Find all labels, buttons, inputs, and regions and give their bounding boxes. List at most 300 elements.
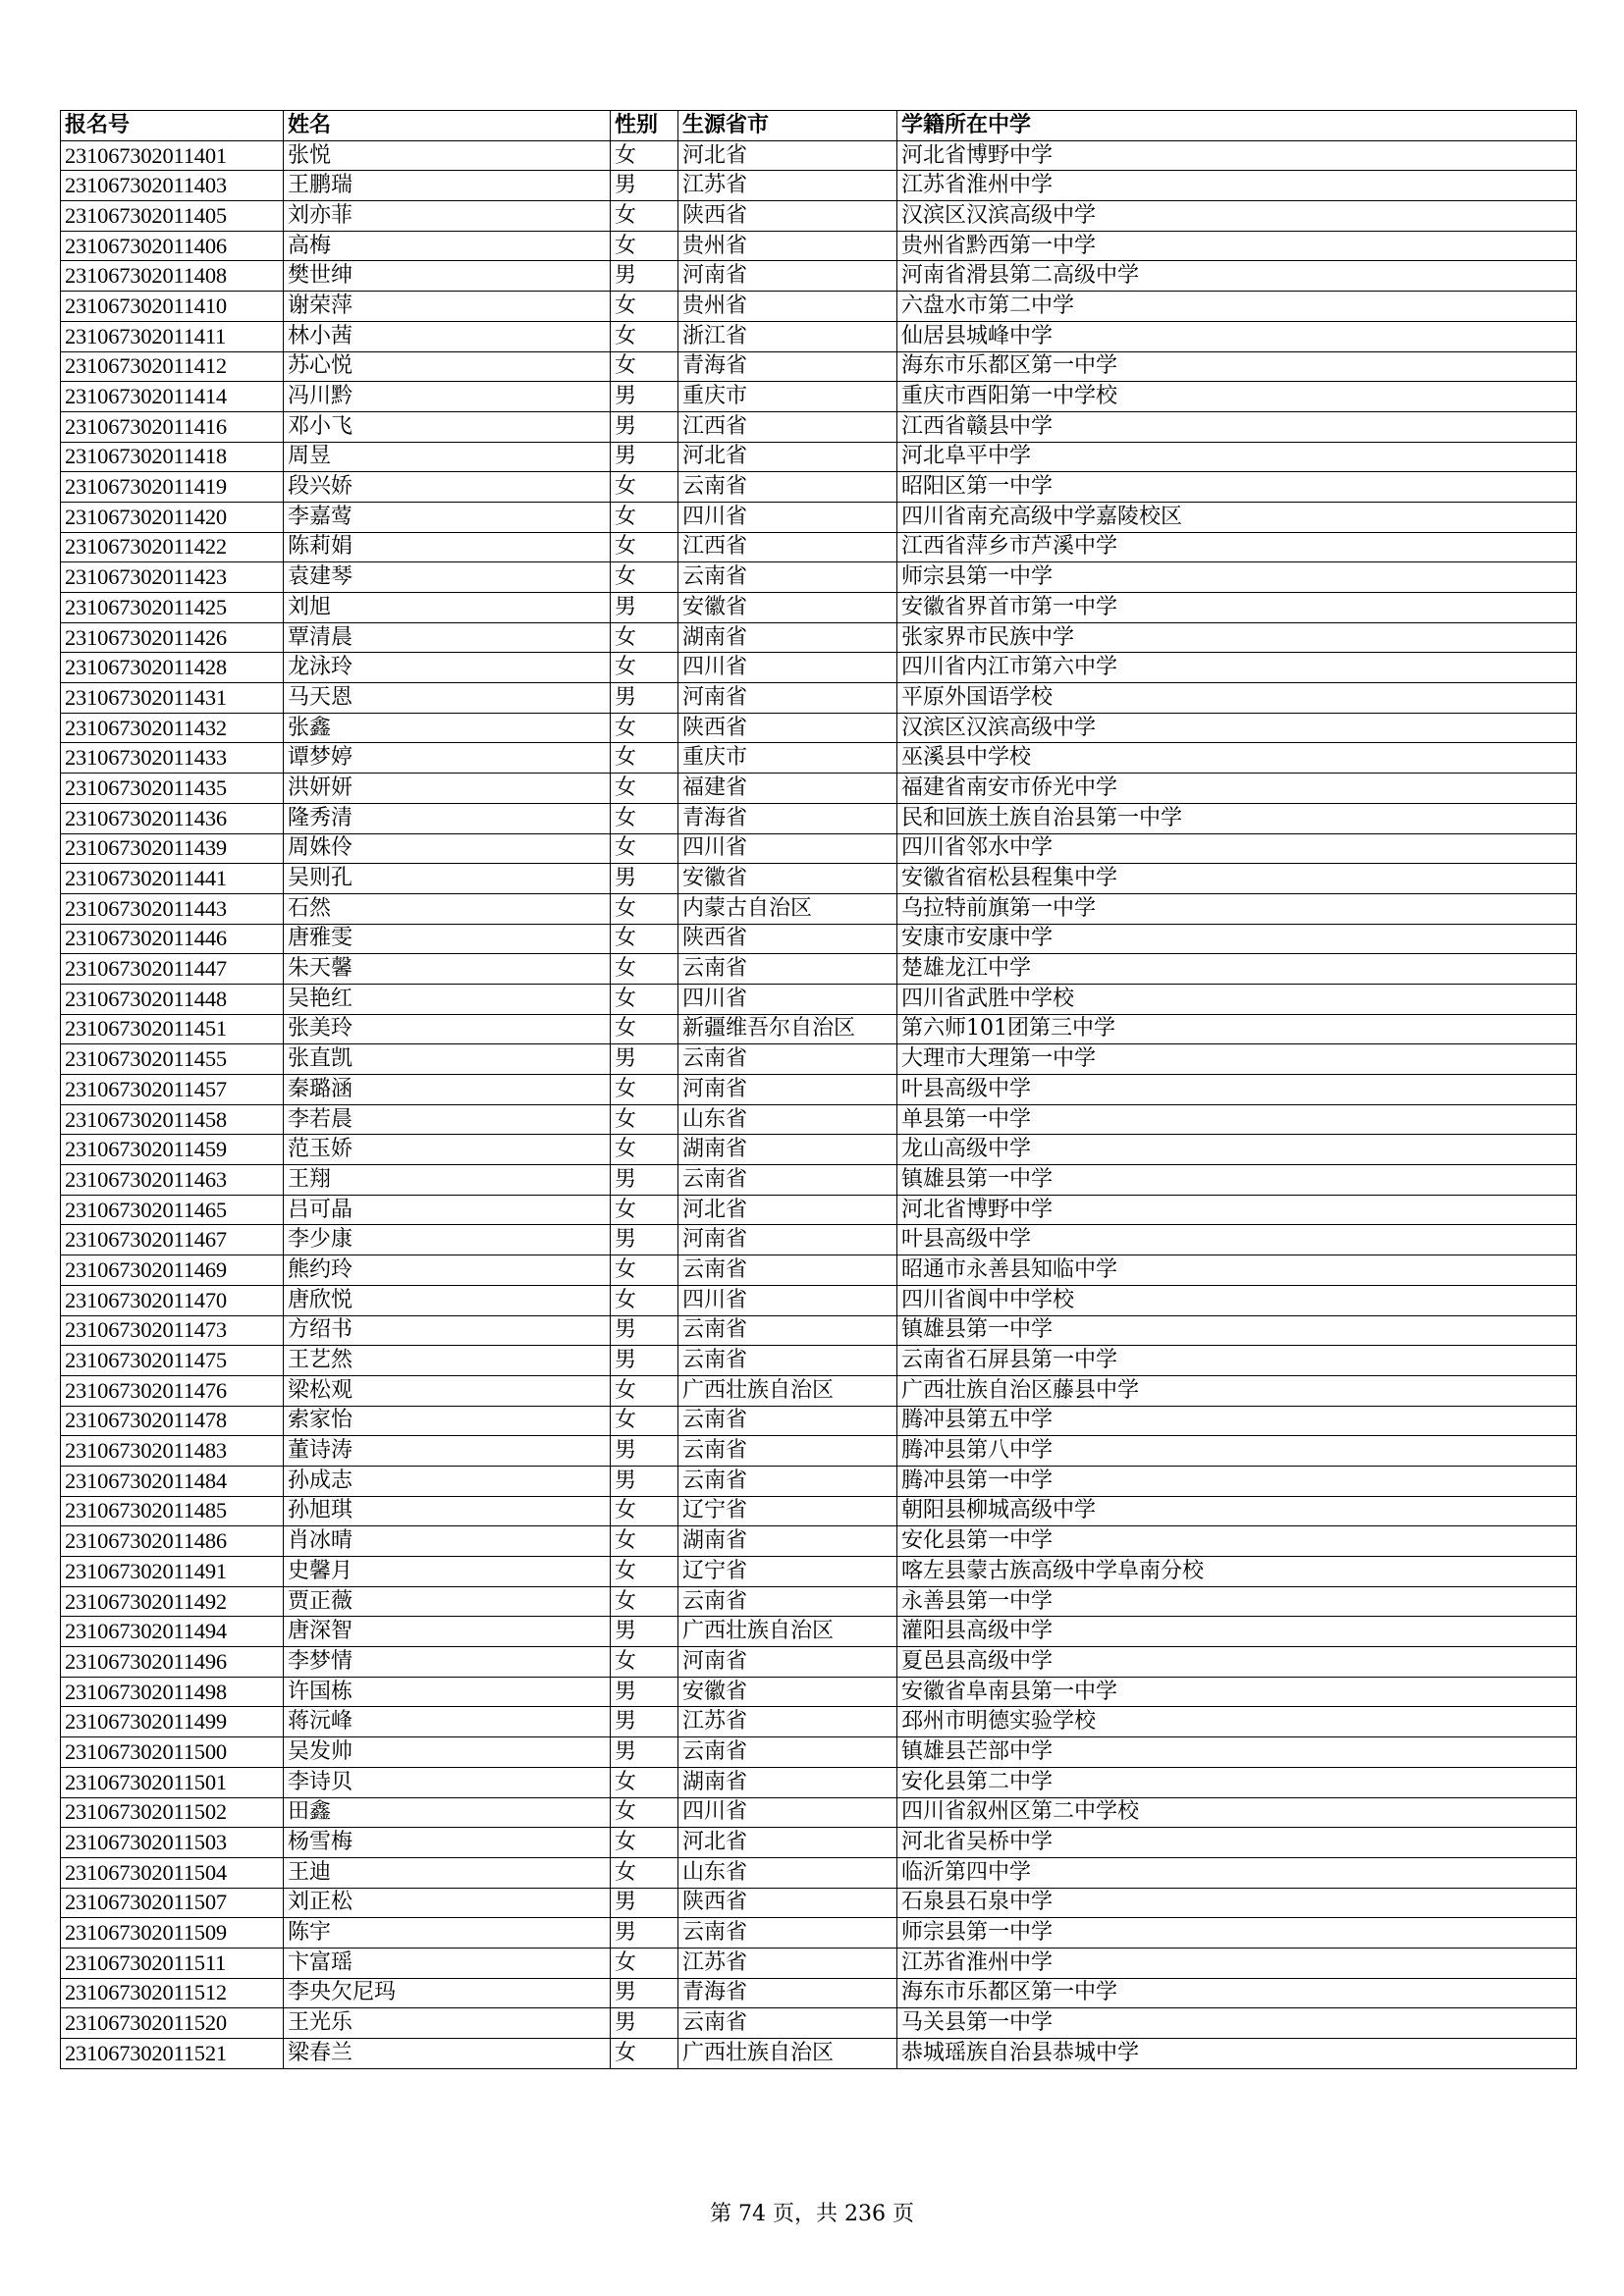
school-cell: 师宗县第一中学	[897, 1918, 1577, 1949]
gender-cell: 男	[611, 1466, 678, 1496]
table-row	[61, 562, 1577, 593]
name-cell: 吕可晶	[284, 1195, 611, 1225]
header-name: 姓名	[284, 111, 611, 141]
name-cell: 贾正薇	[284, 1586, 611, 1617]
school-cell: 六盘水市第二中学	[897, 292, 1577, 322]
school-cell: 腾冲县第八中学	[897, 1436, 1577, 1467]
registration-number-cell: 231067302011403	[61, 171, 284, 201]
school-cell: 江西省萍乡市芦溪中学	[897, 532, 1577, 562]
name-cell: 张直凯	[284, 1044, 611, 1075]
name-cell: 段兴娇	[284, 472, 611, 503]
gender-cell: 女	[611, 292, 678, 322]
registration-number-cell: 231067302011521	[61, 2039, 284, 2069]
gender-cell: 女	[611, 1526, 678, 1557]
province-cell: 江苏省	[678, 1948, 897, 1978]
province-cell: 云南省	[678, 1436, 897, 1467]
registration-number-cell: 231067302011509	[61, 1918, 284, 1949]
school-cell: 民和回族土族自治县第一中学	[897, 803, 1577, 833]
school-cell: 河北省博野中学	[897, 140, 1577, 171]
name-cell: 石然	[284, 893, 611, 924]
school-cell: 恭城瑶族自治县恭城中学	[897, 2039, 1577, 2069]
province-cell: 湖南省	[678, 622, 897, 653]
registration-number-cell: 231067302011405	[61, 201, 284, 232]
province-cell: 四川省	[678, 1285, 897, 1315]
school-cell: 邳州市明德实验学校	[897, 1707, 1577, 1737]
gender-cell: 女	[611, 140, 678, 171]
gender-cell: 女	[611, 954, 678, 985]
registration-number-cell: 231067302011412	[61, 351, 284, 382]
province-cell: 云南省	[678, 1737, 897, 1768]
registration-number-cell: 231067302011465	[61, 1195, 284, 1225]
gender-cell: 男	[611, 683, 678, 714]
table-row	[61, 833, 1577, 864]
gender-cell: 男	[611, 1044, 678, 1075]
gender-cell: 女	[611, 1948, 678, 1978]
registration-number-cell: 231067302011467	[61, 1225, 284, 1255]
name-cell: 刘正松	[284, 1888, 611, 1918]
province-cell: 河北省	[678, 1195, 897, 1225]
province-cell: 河南省	[678, 1225, 897, 1255]
registration-number-cell: 231067302011486	[61, 1526, 284, 1557]
table-row	[61, 683, 1577, 714]
name-cell: 李少康	[284, 1225, 611, 1255]
table-row	[61, 1496, 1577, 1526]
school-cell: 汉滨区汉滨高级中学	[897, 201, 1577, 232]
gender-cell: 女	[611, 2039, 678, 2069]
province-cell: 云南省	[678, 1586, 897, 1617]
gender-cell: 男	[611, 442, 678, 472]
table-row	[61, 1315, 1577, 1346]
gender-cell: 女	[611, 1135, 678, 1165]
registration-number-cell: 231067302011436	[61, 803, 284, 833]
registration-number-cell: 231067302011425	[61, 593, 284, 623]
registration-number-cell: 231067302011476	[61, 1375, 284, 1406]
school-cell: 镇雄县第一中学	[897, 1315, 1577, 1346]
name-cell: 孙旭琪	[284, 1496, 611, 1526]
school-cell: 单县第一中学	[897, 1104, 1577, 1135]
name-cell: 洪妍妍	[284, 774, 611, 804]
table-row	[61, 1828, 1577, 1858]
gender-cell: 女	[611, 1255, 678, 1286]
registration-number-cell: 231067302011451	[61, 1014, 284, 1044]
province-cell: 陕西省	[678, 1888, 897, 1918]
province-cell: 云南省	[678, 562, 897, 593]
header-registration-number: 报名号	[61, 111, 284, 141]
registration-number-cell: 231067302011499	[61, 1707, 284, 1737]
school-cell: 贵州省黔西第一中学	[897, 231, 1577, 261]
school-cell: 镇雄县芒部中学	[897, 1737, 1577, 1768]
registration-number-cell: 231067302011439	[61, 833, 284, 864]
province-cell: 四川省	[678, 984, 897, 1014]
school-cell: 汉滨区汉滨高级中学	[897, 713, 1577, 743]
school-cell: 昭阳区第一中学	[897, 472, 1577, 503]
school-cell: 安徽省界首市第一中学	[897, 593, 1577, 623]
gender-cell: 男	[611, 593, 678, 623]
table-row	[61, 1346, 1577, 1376]
school-cell: 安康市安康中学	[897, 924, 1577, 954]
registration-number-cell: 231067302011458	[61, 1104, 284, 1135]
school-cell: 仙居县城峰中学	[897, 321, 1577, 351]
table-row	[61, 1797, 1577, 1828]
province-cell: 内蒙古自治区	[678, 893, 897, 924]
name-cell: 田鑫	[284, 1797, 611, 1828]
registration-number-cell: 231067302011492	[61, 1586, 284, 1617]
school-cell: 江西省赣县中学	[897, 411, 1577, 442]
gender-cell: 女	[611, 713, 678, 743]
province-cell: 广西壮族自治区	[678, 1617, 897, 1647]
name-cell: 唐深智	[284, 1617, 611, 1647]
name-cell: 李诗贝	[284, 1767, 611, 1797]
school-cell: 四川省阆中中学校	[897, 1285, 1577, 1315]
school-cell: 楚雄龙江中学	[897, 954, 1577, 985]
gender-cell: 女	[611, 1797, 678, 1828]
table-row	[61, 201, 1577, 232]
table-row	[61, 1014, 1577, 1044]
province-cell: 河南省	[678, 261, 897, 292]
table-row	[61, 1948, 1577, 1978]
registration-number-cell: 231067302011483	[61, 1436, 284, 1467]
school-cell: 海东市乐都区第一中学	[897, 351, 1577, 382]
gender-cell: 男	[611, 1737, 678, 1768]
province-cell: 新疆维吾尔自治区	[678, 1014, 897, 1044]
registration-number-cell: 231067302011485	[61, 1496, 284, 1526]
name-cell: 董诗涛	[284, 1436, 611, 1467]
gender-cell: 女	[611, 1857, 678, 1888]
gender-cell: 男	[611, 1888, 678, 1918]
registration-number-cell: 231067302011411	[61, 321, 284, 351]
table-row	[61, 1857, 1577, 1888]
school-cell: 平原外国语学校	[897, 683, 1577, 714]
gender-cell: 女	[611, 833, 678, 864]
province-cell: 云南省	[678, 1165, 897, 1196]
province-cell: 陕西省	[678, 713, 897, 743]
school-cell: 海东市乐都区第一中学	[897, 1978, 1577, 2008]
gender-cell: 女	[611, 562, 678, 593]
registration-number-cell: 231067302011469	[61, 1255, 284, 1286]
province-cell: 云南省	[678, 1044, 897, 1075]
table-row	[61, 1767, 1577, 1797]
name-cell: 张悦	[284, 140, 611, 171]
gender-cell: 男	[611, 1165, 678, 1196]
registration-number-cell: 231067302011507	[61, 1888, 284, 1918]
name-cell: 王鹏瑞	[284, 171, 611, 201]
name-cell: 隆秀清	[284, 803, 611, 833]
school-cell: 安徽省阜南县第一中学	[897, 1677, 1577, 1707]
school-cell: 安徽省宿松县程集中学	[897, 864, 1577, 894]
name-cell: 吴则孔	[284, 864, 611, 894]
school-cell: 河北省博野中学	[897, 1195, 1577, 1225]
school-cell: 河北阜平中学	[897, 442, 1577, 472]
province-cell: 云南省	[678, 1466, 897, 1496]
gender-cell: 女	[611, 321, 678, 351]
school-cell: 四川省邻水中学	[897, 833, 1577, 864]
gender-cell: 女	[611, 622, 678, 653]
table-row	[61, 532, 1577, 562]
gender-cell: 女	[611, 803, 678, 833]
admission-table	[60, 110, 1577, 2069]
name-cell: 杨雪梅	[284, 1828, 611, 1858]
table-row	[61, 231, 1577, 261]
school-cell: 安化县第一中学	[897, 1526, 1577, 1557]
registration-number-cell: 231067302011431	[61, 683, 284, 714]
registration-number-cell: 231067302011447	[61, 954, 284, 985]
name-cell: 许国栋	[284, 1677, 611, 1707]
province-cell: 山东省	[678, 1104, 897, 1135]
registration-number-cell: 231067302011420	[61, 502, 284, 532]
gender-cell: 女	[611, 1586, 678, 1617]
name-cell: 王翔	[284, 1165, 611, 1196]
name-cell: 张美玲	[284, 1014, 611, 1044]
school-cell: 江苏省淮州中学	[897, 171, 1577, 201]
school-cell: 大理市大理第一中学	[897, 1044, 1577, 1075]
name-cell: 吴发帅	[284, 1737, 611, 1768]
table-row	[61, 774, 1577, 804]
gender-cell: 男	[611, 864, 678, 894]
registration-number-cell: 231067302011470	[61, 1285, 284, 1315]
table-row	[61, 713, 1577, 743]
table-row	[61, 893, 1577, 924]
province-cell: 云南省	[678, 954, 897, 985]
table-row	[61, 984, 1577, 1014]
gender-cell: 女	[611, 1406, 678, 1436]
name-cell: 邓小飞	[284, 411, 611, 442]
name-cell: 卞富瑶	[284, 1948, 611, 1978]
table-row	[61, 1044, 1577, 1075]
school-cell: 四川省内江市第六中学	[897, 653, 1577, 683]
registration-number-cell: 231067302011426	[61, 622, 284, 653]
registration-number-cell: 231067302011484	[61, 1466, 284, 1496]
province-cell: 四川省	[678, 502, 897, 532]
province-cell: 贵州省	[678, 292, 897, 322]
province-cell: 河北省	[678, 1828, 897, 1858]
gender-cell: 男	[611, 382, 678, 412]
gender-cell: 女	[611, 1285, 678, 1315]
table-row	[61, 1737, 1577, 1768]
province-cell: 云南省	[678, 1255, 897, 1286]
registration-number-cell: 231067302011455	[61, 1044, 284, 1075]
school-cell: 巫溪县中学校	[897, 743, 1577, 774]
province-cell: 河南省	[678, 683, 897, 714]
gender-cell: 男	[611, 261, 678, 292]
gender-cell: 女	[611, 1375, 678, 1406]
gender-cell: 女	[611, 1767, 678, 1797]
registration-number-cell: 231067302011423	[61, 562, 284, 593]
table-row	[61, 1586, 1577, 1617]
table-row	[61, 1557, 1577, 1587]
province-cell: 云南省	[678, 1346, 897, 1376]
table-row	[61, 1707, 1577, 1737]
table-row	[61, 1075, 1577, 1105]
registration-number-cell: 231067302011446	[61, 924, 284, 954]
table-row	[61, 472, 1577, 503]
name-cell: 史馨月	[284, 1557, 611, 1587]
table-row	[61, 622, 1577, 653]
table-row	[61, 171, 1577, 201]
registration-number-cell: 231067302011498	[61, 1677, 284, 1707]
table-row	[61, 1888, 1577, 1918]
header-school: 学籍所在中学	[897, 111, 1577, 141]
province-cell: 重庆市	[678, 382, 897, 412]
registration-number-cell: 231067302011512	[61, 1978, 284, 2008]
gender-cell: 女	[611, 1828, 678, 1858]
registration-number-cell: 231067302011435	[61, 774, 284, 804]
province-cell: 重庆市	[678, 743, 897, 774]
gender-cell: 女	[611, 893, 678, 924]
province-cell: 四川省	[678, 653, 897, 683]
gender-cell: 女	[611, 1014, 678, 1044]
school-cell: 夏邑县高级中学	[897, 1647, 1577, 1678]
table-row	[61, 954, 1577, 985]
school-cell: 四川省叙州区第二中学校	[897, 1797, 1577, 1828]
gender-cell: 男	[611, 1707, 678, 1737]
registration-number-cell: 231067302011491	[61, 1557, 284, 1587]
table-row	[61, 442, 1577, 472]
table-row	[61, 1406, 1577, 1436]
school-cell: 安化县第二中学	[897, 1767, 1577, 1797]
table-row	[61, 803, 1577, 833]
school-cell: 福建省南安市侨光中学	[897, 774, 1577, 804]
table-row	[61, 1466, 1577, 1496]
gender-cell: 女	[611, 774, 678, 804]
province-cell: 云南省	[678, 472, 897, 503]
gender-cell: 女	[611, 231, 678, 261]
gender-cell: 女	[611, 472, 678, 503]
province-cell: 江西省	[678, 532, 897, 562]
table-row	[61, 321, 1577, 351]
table-row	[61, 1978, 1577, 2008]
name-cell: 刘旭	[284, 593, 611, 623]
registration-number-cell: 231067302011433	[61, 743, 284, 774]
table-header-row	[61, 111, 1577, 141]
table-row	[61, 1255, 1577, 1286]
table-row	[61, 1195, 1577, 1225]
name-cell: 覃清晨	[284, 622, 611, 653]
school-cell: 镇雄县第一中学	[897, 1165, 1577, 1196]
name-cell: 龙泳玲	[284, 653, 611, 683]
gender-cell: 女	[611, 351, 678, 382]
name-cell: 唐雅雯	[284, 924, 611, 954]
name-cell: 肖冰晴	[284, 1526, 611, 1557]
school-cell: 四川省武胜中学校	[897, 984, 1577, 1014]
name-cell: 熊约玲	[284, 1255, 611, 1286]
registration-number-cell: 231067302011416	[61, 411, 284, 442]
school-cell: 云南省石屏县第一中学	[897, 1346, 1577, 1376]
name-cell: 梁松观	[284, 1375, 611, 1406]
province-cell: 河北省	[678, 140, 897, 171]
table-row	[61, 140, 1577, 171]
name-cell: 周姝伶	[284, 833, 611, 864]
table-row	[61, 593, 1577, 623]
table-row	[61, 653, 1577, 683]
province-cell: 云南省	[678, 1406, 897, 1436]
gender-cell: 女	[611, 532, 678, 562]
name-cell: 樊世绅	[284, 261, 611, 292]
name-cell: 高梅	[284, 231, 611, 261]
registration-number-cell: 231067302011478	[61, 1406, 284, 1436]
gender-cell: 女	[611, 1075, 678, 1105]
registration-number-cell: 231067302011443	[61, 893, 284, 924]
name-cell: 陈莉娟	[284, 532, 611, 562]
gender-cell: 女	[611, 743, 678, 774]
table-row	[61, 1104, 1577, 1135]
gender-cell: 男	[611, 1617, 678, 1647]
name-cell: 袁建琴	[284, 562, 611, 593]
registration-number-cell: 231067302011502	[61, 1797, 284, 1828]
province-cell: 陕西省	[678, 201, 897, 232]
table-row	[61, 1918, 1577, 1949]
table-row	[61, 864, 1577, 894]
table-row	[61, 351, 1577, 382]
table-row	[61, 1677, 1577, 1707]
name-cell: 方绍书	[284, 1315, 611, 1346]
name-cell: 王迪	[284, 1857, 611, 1888]
name-cell: 蒋沅峰	[284, 1707, 611, 1737]
header-province: 生源省市	[678, 111, 897, 141]
name-cell: 李嘉莺	[284, 502, 611, 532]
gender-cell: 男	[611, 1346, 678, 1376]
school-cell: 永善县第一中学	[897, 1586, 1577, 1617]
registration-number-cell: 231067302011463	[61, 1165, 284, 1196]
school-cell: 腾冲县第一中学	[897, 1466, 1577, 1496]
province-cell: 安徽省	[678, 864, 897, 894]
registration-number-cell: 231067302011496	[61, 1647, 284, 1678]
province-cell: 河北省	[678, 442, 897, 472]
name-cell: 谢荣萍	[284, 292, 611, 322]
registration-number-cell: 231067302011419	[61, 472, 284, 503]
school-cell: 广西壮族自治区藤县中学	[897, 1375, 1577, 1406]
table-row	[61, 1647, 1577, 1678]
name-cell: 冯川黔	[284, 382, 611, 412]
name-cell: 朱天馨	[284, 954, 611, 985]
gender-cell: 男	[611, 1918, 678, 1949]
province-cell: 江苏省	[678, 1707, 897, 1737]
school-cell: 龙山高级中学	[897, 1135, 1577, 1165]
province-cell: 湖南省	[678, 1767, 897, 1797]
gender-cell: 女	[611, 1557, 678, 1587]
province-cell: 云南省	[678, 2008, 897, 2039]
registration-number-cell: 231067302011504	[61, 1857, 284, 1888]
registration-number-cell: 231067302011401	[61, 140, 284, 171]
gender-cell: 男	[611, 2008, 678, 2039]
name-cell: 谭梦婷	[284, 743, 611, 774]
registration-number-cell: 231067302011422	[61, 532, 284, 562]
registration-number-cell: 231067302011520	[61, 2008, 284, 2039]
province-cell: 四川省	[678, 1797, 897, 1828]
school-cell: 叶县高级中学	[897, 1225, 1577, 1255]
school-cell: 重庆市酉阳第一中学校	[897, 382, 1577, 412]
gender-cell: 女	[611, 1496, 678, 1526]
school-cell: 叶县高级中学	[897, 1075, 1577, 1105]
gender-cell: 女	[611, 1647, 678, 1678]
name-cell: 李若晨	[284, 1104, 611, 1135]
registration-number-cell: 231067302011511	[61, 1948, 284, 1978]
name-cell: 刘亦菲	[284, 201, 611, 232]
name-cell: 周昱	[284, 442, 611, 472]
name-cell: 林小茜	[284, 321, 611, 351]
table-row	[61, 743, 1577, 774]
gender-cell: 女	[611, 1195, 678, 1225]
registration-number-cell: 231067302011459	[61, 1135, 284, 1165]
registration-number-cell: 231067302011418	[61, 442, 284, 472]
name-cell: 王光乐	[284, 2008, 611, 2039]
table-row	[61, 1135, 1577, 1165]
name-cell: 孙成志	[284, 1466, 611, 1496]
province-cell: 青海省	[678, 803, 897, 833]
school-cell: 第六师101团第三中学	[897, 1014, 1577, 1044]
name-cell: 马天恩	[284, 683, 611, 714]
table-row	[61, 1617, 1577, 1647]
table-row	[61, 502, 1577, 532]
